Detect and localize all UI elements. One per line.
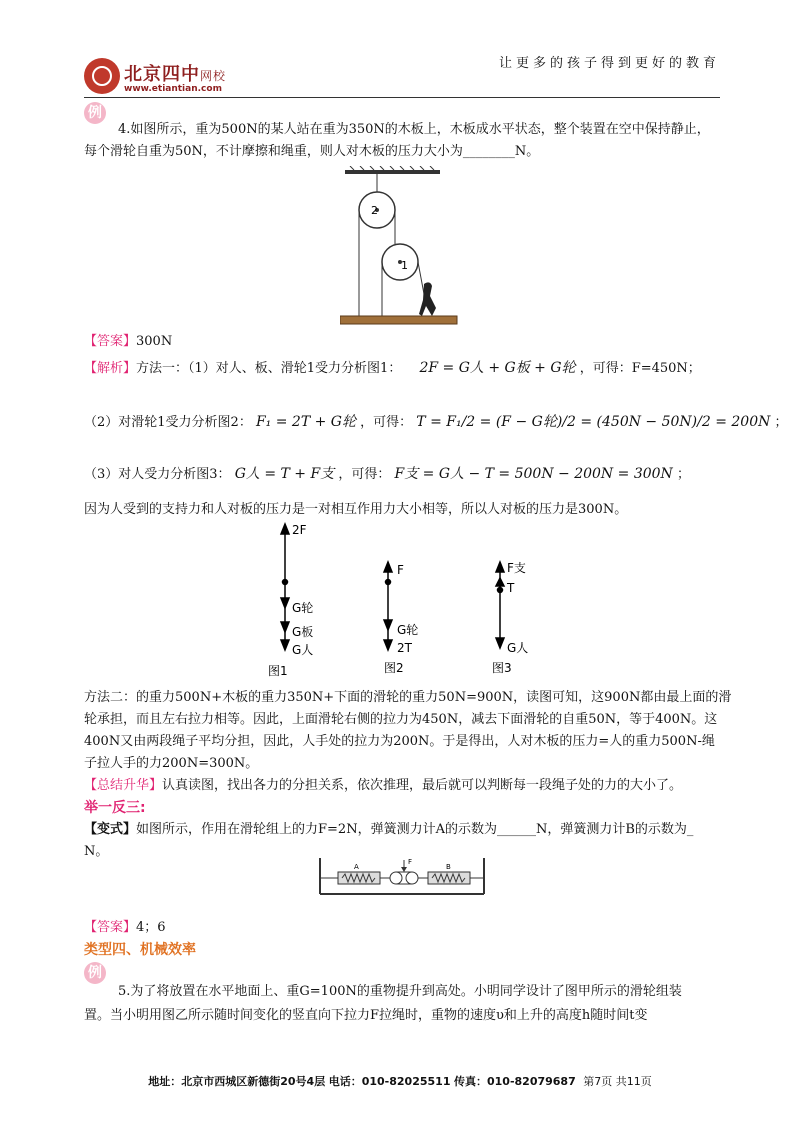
fig2-label-g-lun: G轮: [397, 623, 419, 637]
method2-line3: 400N又由两段绳子平均分担，因此，人手处的拉力为200N。于是得出，人对木板的压力=人的重力500N-绳: [84, 734, 715, 749]
fig2-caption: 图2: [384, 661, 404, 675]
variant-line2: N。: [84, 844, 109, 859]
pulley1-label: 1: [401, 259, 408, 272]
method2-line2: 轮承担，而且左右拉力相等。因此，上面滑轮右侧的拉力为450N，减去下面滑轮的自重50N，等于400N。这: [84, 712, 718, 727]
q4-line1: 4.如图所示，重为500N的某人站在重为350N的木板上，木板成水平状态，整个装置在空中保持静止，: [118, 122, 710, 137]
fig3-label-g-ren: G人: [507, 641, 529, 655]
summary: 【总结升华】认真读图，找出各力的分担关系，依次推理，最后就可以判断每一段绳子处的力的大小了。: [84, 778, 683, 793]
school-logo-icon: [84, 58, 120, 94]
force-diagrams: [260, 520, 550, 680]
analysis-m2: （2）对滑轮1受力分析图2： F₁ = 2T + G轮 ，可得： T = F₁/2 = (F − G轮)/2 = (450N − 50N)/2 = 200N ；: [84, 414, 788, 430]
fig3-label-t: T: [507, 581, 515, 595]
pulley2-label: 2: [371, 204, 378, 217]
example-badge-icon: 例: [84, 102, 106, 124]
answer2: 【答案】4；6: [84, 920, 166, 935]
header-slogan: 让更多的孩子得到更好的教育: [498, 56, 720, 71]
fig1-caption: 图1: [268, 664, 288, 678]
logo-url: www.etiantian.com: [124, 84, 222, 94]
q5-line2: 置。当小明用图乙所示随时间变化的竖直向下拉力F拉绳时，重物的速度υ和上升的高度h随时间t变: [84, 1008, 648, 1023]
fig3-label-f-zhi: F支: [507, 561, 526, 575]
q4-line2: 每个滑轮自重为50N，不计摩擦和绳重，则人对木板的压力大小为________N。: [84, 144, 540, 159]
fig2-top-label: F: [397, 563, 404, 577]
fig3-caption: 图3: [492, 661, 512, 675]
method2-line4: 子拉人手的力200N=300N。: [84, 756, 259, 771]
fig1-label-g-lun: G轮: [292, 601, 314, 615]
force-f-label: F: [408, 858, 413, 866]
pulley-figure: [340, 166, 460, 328]
answer1: 【答案】300N: [84, 334, 173, 349]
analysis-m3: （3）对人受力分析图3： G人 = T + F支 ，可得： F支 = G人 − T = 500N − 200N = 300N ；: [84, 466, 690, 482]
page-number: 第7页 共11页: [583, 1075, 652, 1088]
variant-line1: 【变式】如图所示，作用在滑轮组上的力F=2N，弹簧测力计A的示数为______N，弹簧测力计B的示数为_: [84, 822, 694, 837]
jyfs-heading: 举一反三:: [84, 800, 146, 816]
fig1-label-g-ban: G板: [292, 625, 314, 639]
spring-balance-figure: [318, 856, 488, 898]
fig1-label-g-ren: G人: [292, 643, 314, 657]
logo-text: 北京四中网校: [124, 64, 227, 85]
page-footer: 地址：北京市西城区新德街20号4层 电话：010-82025511 传真：010-82079687 第7页 共11页: [148, 1075, 652, 1088]
fig2-label-2t: 2T: [397, 641, 412, 655]
spring-a-label: A: [354, 863, 359, 871]
analysis-m1: 【解析】方法一：（1）对人、板、滑轮1受力分析图1： 2F = G人 + G板 + G轮 ，可得：F=450N；: [84, 360, 701, 376]
q5-line1: 5.为了将放置在水平地面上、重G=100N的重物提升到高处。小明同学设计了图甲所示的滑轮组装: [118, 984, 682, 999]
analysis-conclusion: 因为人受到的支持力和人对板的压力是一对相互作用力大小相等，所以人对板的压力是300N。: [84, 502, 628, 517]
type4-heading: 类型四、机械效率: [84, 942, 196, 958]
method2-line1: 方法二：的重力500N+木板的重力350N+下面的滑轮的重力50N=900N，读图可知，这900N都由最上面的滑: [84, 690, 732, 705]
example-badge-icon: 例: [84, 962, 106, 984]
header-divider: [84, 97, 720, 98]
fig1-top-label: 2F: [292, 523, 307, 537]
spring-b-label: B: [446, 863, 451, 871]
